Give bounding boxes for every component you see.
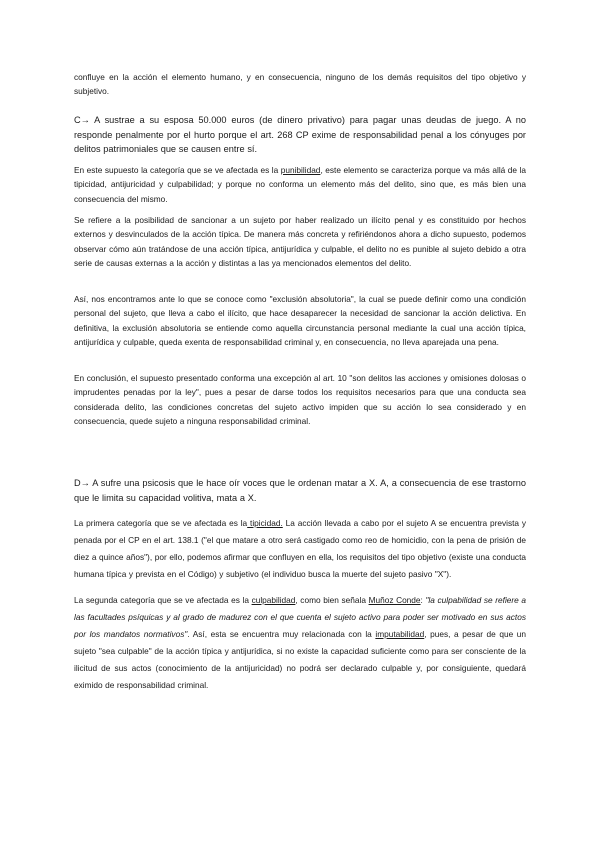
text: La primera categoría que se ve afectada es la	[74, 518, 248, 528]
text: La acción llevada a cabo por el sujeto A se encuentra prevista y penada por el CP en el art. 138.1 ("el que matare a otro será castigado como reo de homicidio, con la pena de prisión de diez a quince años"), por ello, podemos afirmar que confluyen en ella, los requisitos del tipo objetivo (existe una conducta humana típica y prevista en el Código) y subjetivo (el individuo busca la muerte del sujeto pasivo "X").	[74, 518, 527, 579]
quote-culpabilidad: "la culpabilidad se refiere a las facultades psíquicas y al grado de madurez con el que cuenta el sujeto activo para poder ser motivado en sus actos por los mandatos normativos"	[74, 595, 527, 639]
text: , pues, a pesar de que un sujeto "sea culpable" de la acción típica y antijurídica, si no existe la capacidad suficiente como para ser consciente de la ilicitud de sus actos (conocimiento de la antijuricidad) no podrá ser declarado culpable y, por consiguiente, quedará eximido de responsabilidad criminal.	[74, 629, 526, 690]
case-c-statement: C→ A sustrae a su esposa 50.000 euros (de dinero privativo) para pagar unas deudas de juego. A no responde penalmente por el hurto porque el art. 268 CP exime de responsabilidad penal a los cónyuges por delitos patrimoniales que se causen entre sí.	[74, 115, 526, 155]
term-imputabilidad: imputabilidad	[375, 629, 425, 639]
term-culpabilidad: culpabilidad	[251, 595, 296, 605]
paragraph-definition: Se refiere a la posibilidad de sancionar a un sujeto por haber realizado un ilícito penal y es constituido por hechos externos y desvinculados de la acción típica. De manera más concreta y refiriéndonos ahora a dicho supuesto, podemos observar cómo aún tratándose de una acción típica, antijurídica y culpable, el delito no es punible al sujeto debido a otra serie de causas externas a la acción y distintas a las ya mencionados elementos del delito.	[74, 215, 526, 269]
text: . Así, esta se encuentra muy relacionada con la	[187, 629, 376, 639]
text: :	[420, 595, 426, 605]
text: En este supuesto la categoría que se ve afectada es la	[74, 165, 281, 175]
paragraph-exclusion-absolutoria: Así, nos encontramos ante lo que se conoce como "exclusión absolutoria", la cual se puede definir como una condición personal del sujeto, que lleva a cabo el ilícito, que hace desaparecer la necesidad de sancionar la acción delictiva. En definitiva, la exclusión absolutoria se entiende como aquella circunstancia personal mediante la cual una acción típica, antijurídica y culpable, queda exenta de responsabilidad criminal y, en consecuencia, no lleva aparejada una pena.	[74, 294, 526, 348]
paragraph-tipicidad	[74, 515, 526, 583]
text: La segunda categoría que se ve afectada es la	[74, 595, 252, 605]
paragraph-punibilidad	[74, 163, 526, 206]
case-d-statement: D→ A sufre una psicosis que le hace oír voces que le ordenan matar a X. A, a consecuencia de ese trastorno que le limita su capacidad volitiva, mata a X.	[74, 478, 526, 503]
paragraph-continuation: confluye en la acción el elemento humano, y en consecuencia, ninguno de los demás requisitos del tipo objetivo y subjetivo.	[74, 72, 526, 97]
term-tipicidad: tipicidad.	[247, 518, 283, 528]
term-punibilidad: punibilidad	[280, 165, 321, 175]
author-munoz-conde: Muñoz Conde	[368, 595, 421, 605]
text: , este elemento se caracteriza porque va más allá de la tipicidad, antijuricidad y culpabilidad; y porque no conforma un elemento más del delito, sino que, es más bien una consecuencia del mismo.	[74, 165, 527, 204]
paragraph-culpabilidad	[74, 592, 526, 694]
text: , como bien señala	[295, 595, 369, 605]
paragraph-conclusion: En conclusión, el supuesto presentado conforma una excepción al art. 10 "son delitos las acciones y omisiones dolosas o imprudentes penadas por la ley", pues a pesar de darse todos los requisitos necesarios para que una conducta sea considerada delito, las condiciones concretas del sujeto activo impiden que su acción lo sea considerado y en consecuencia, quede sujeto a ninguna responsabilidad criminal.	[74, 373, 526, 427]
